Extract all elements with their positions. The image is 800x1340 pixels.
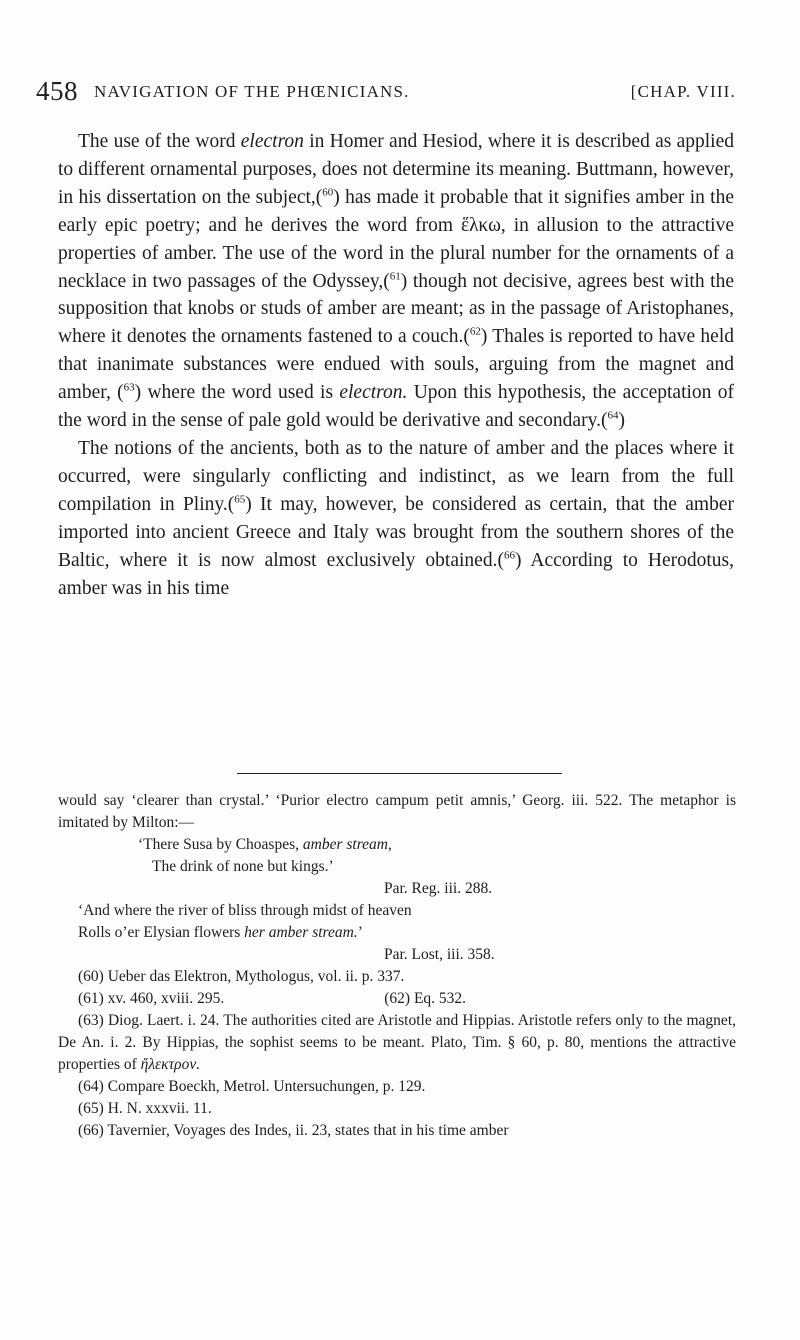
footnote-61-62: [58, 988, 736, 1010]
paragraph-2: The notions of the ancients, both as to the nature of amber and the places where it occurred, were singularly conflicting and indistinct, as we learn from the full compilation in Pliny.($^{65}$) It may, however, be considered as certain, that the amber imported into ancient Greece and Italy was brought from the southern shores of the Baltic, where it is now almost exclusively obtained.($^{66}$) According to Herodotus, amber was in his time: [58, 437, 734, 599]
page-header: [36, 76, 736, 108]
quote-line: ‘And where the river of bliss through midst of heaven: [78, 902, 412, 919]
footnote-65: (65) H. N. xxxvii. 11.: [78, 1100, 212, 1117]
running-title: NAVIGATION OF THE PHŒNICIANS.: [94, 82, 410, 101]
footnote-ref-62[interactable]: 62: [469, 325, 481, 338]
quote-line: Rolls o’er Elysian flowers her amber stream.’: [78, 924, 363, 941]
page-number: 458: [36, 76, 78, 106]
footnote-ref-63[interactable]: 63: [123, 381, 135, 394]
footnotes: [58, 790, 736, 1142]
footnote-63: (63) Diog. Laert. i. 24. The authorities cited are Aristotle and Hippias. Aristotle refers only to the magnet, De An. i. 2. By Hippias, the sophist seems to be meant. Plato, Tim. § 60, p. 80, mentions the attractive properties of ἤλεκτρον.: [58, 1012, 736, 1073]
main-text: [58, 128, 734, 602]
footnote-66: (66) Tavernier, Voyages des Indes, ii. 23, states that in his time amber: [78, 1122, 509, 1139]
footnote-ref-66[interactable]: 66: [503, 549, 515, 562]
footnote-61: (61) xv. 460, xviii. 295.: [78, 990, 225, 1007]
quote-citation: Par. Reg. iii. 288.: [384, 880, 493, 897]
quote-line: ‘There Susa by Choaspes, amber stream,: [138, 836, 392, 853]
footnote-ref-60[interactable]: 60: [322, 186, 334, 199]
footnote-divider: [237, 773, 562, 774]
footnote-ref-61[interactable]: 61: [389, 270, 401, 283]
quote-line: The drink of none but kings.’: [152, 858, 334, 875]
footnote-60: (60) Ueber das Elektron, Mythologus, vol. ii. p. 337.: [78, 968, 405, 985]
paragraph-1: The use of the word electron in Homer and Hesiod, where it is described as applied to different ornamental purposes, does not determine its meaning. Buttmann, however, in his dissertation on the subject,($^{60}$) has made it probable that it signifies amber in the early epic poetry; and he derives the word from ἕλκω, in allusion to the attractive properties of amber. The use of the word in the plural number for the ornaments of a necklace in two passages of the Odyssey,($^{61}$) though not decisive, agrees best with the supposition that knobs or studs of amber are meant; as in the passage of Aristophanes, where it denotes the ornaments fastened to a couch.($^{62}$) Thales is reported to have held that inanimate substances were endued with souls, arguing from the magnet and amber, ($^{63}$) where the word used is electron. Upon this hypothesis, the acceptation of the word in the sense of pale gold would be derivative and secondary.($^{64}$): [58, 131, 734, 432]
footnote-continuation: would say ‘clearer than crystal.’ ‘Purior electro campum petit amnis,’ Georg. iii. 522. The metaphor is imitated by Milton:—: [58, 792, 736, 831]
running-head: [94, 82, 736, 102]
quote-citation: Par. Lost, iii. 358.: [384, 946, 495, 963]
footnote-ref-65[interactable]: 65: [234, 493, 246, 506]
footnote-ref-64[interactable]: 64: [607, 409, 619, 422]
term-electron: electron.: [339, 382, 408, 404]
term-electron: electron: [240, 131, 304, 152]
chapter-label: [CHAP. VIII.: [630, 82, 736, 101]
footnote-64: (64) Compare Boeckh, Metrol. Untersuchungen, p. 129.: [78, 1078, 426, 1095]
footnote-62: (62) Eq. 532.: [384, 990, 467, 1007]
